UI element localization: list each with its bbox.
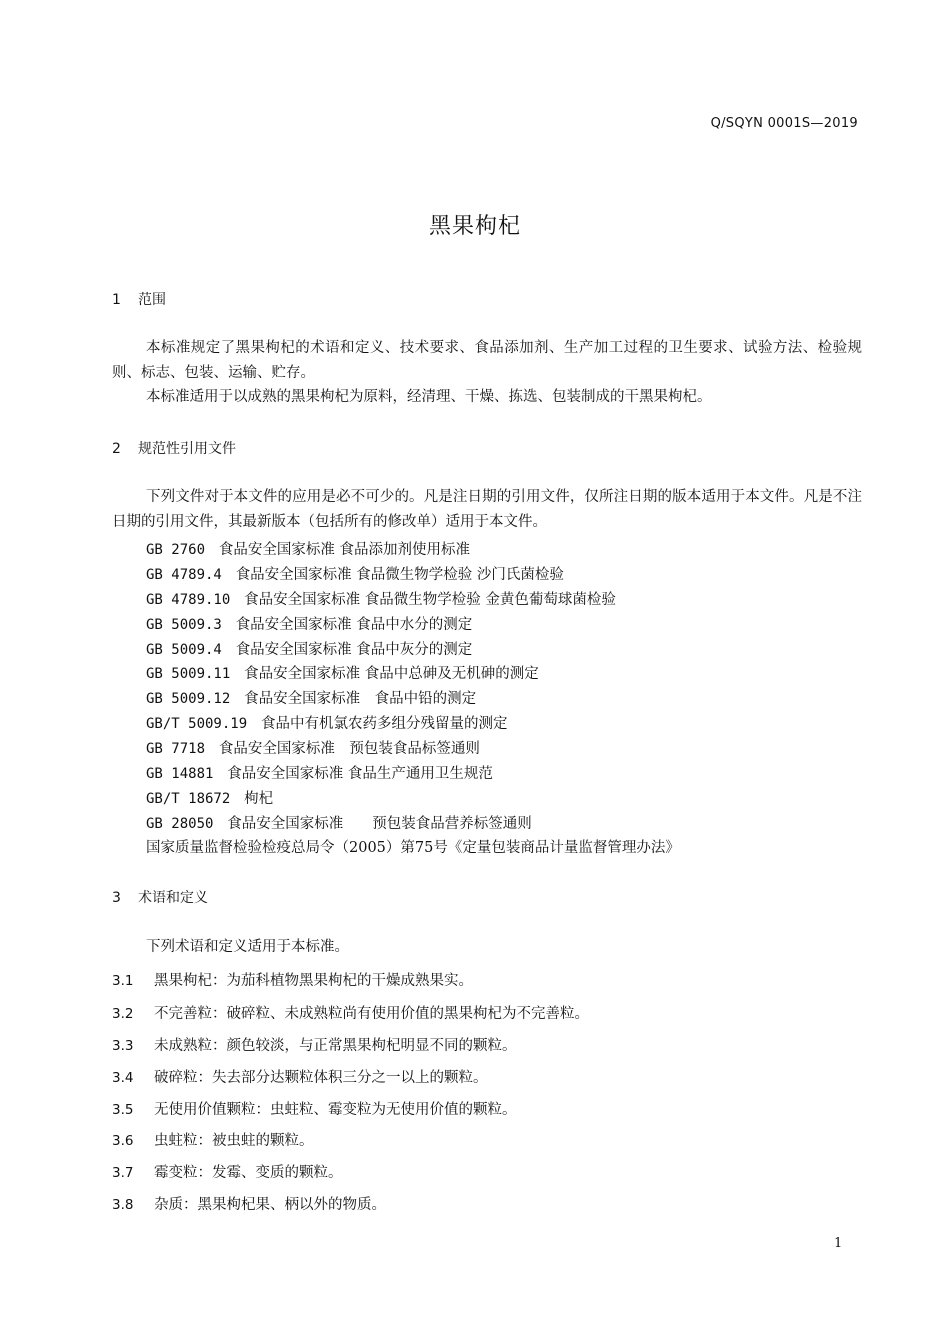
term-text: 黑果枸杞：为茄科植物黑果枸杞的干燥成熟果实。 — [154, 973, 473, 989]
page-number: 1 — [834, 1236, 843, 1251]
section-1-number: 1 — [112, 292, 121, 308]
reference-item — [146, 762, 493, 783]
reference-item — [146, 563, 564, 584]
reference-code: GB 5009.3 — [146, 617, 222, 633]
reference-item — [146, 812, 532, 833]
reference-code: GB 2760 — [146, 542, 206, 558]
term-number: 3.5 — [112, 1102, 134, 1118]
term-number: 3.7 — [112, 1165, 134, 1181]
reference-item — [146, 588, 616, 609]
reference-item-regulation: 国家质量监督检验检疫总局令（2005）第75号《定量包装商品计量监督管理办法》 — [146, 840, 680, 856]
scope-paragraph-1: 本标准规定了黑果枸杞的术语和定义、技术要求、食品添加剂、生产加工过程的卫生要求、试验方法、检验规则、标志、包装、运输、贮存。 — [112, 340, 862, 381]
reference-text: 食品安全国家标准 食品添加剂使用标准 — [218, 542, 470, 558]
reference-item — [146, 613, 472, 634]
reference-item — [146, 687, 476, 708]
reference-text: 食品安全国家标准 食品微生物学检验 沙门氏菌检验 — [235, 567, 564, 583]
section-2-heading — [112, 438, 236, 458]
term-text: 破碎粒：失去部分达颗粒体积三分之一以上的颗粒。 — [154, 1070, 488, 1086]
reference-text: 食品安全国家标准 食品中水分的测定 — [235, 617, 473, 633]
reference-code: GB 7718 — [146, 741, 206, 757]
term-text: 霉变粒：发霉、变质的颗粒。 — [154, 1165, 343, 1181]
section-1-title: 范围 — [138, 292, 166, 308]
reference-code: GB/T 5009.19 — [146, 716, 248, 732]
term-text: 未成熟粒：颜色较淡，与正常黑果枸杞明显不同的颗粒。 — [154, 1038, 517, 1054]
term-text: 不完善粒：破碎粒、未成熟粒尚有使用价值的黑果枸杞为不完善粒。 — [154, 1006, 589, 1022]
reference-code: GB 5009.4 — [146, 642, 222, 658]
reference-code: GB 4789.10 — [146, 592, 231, 608]
term-item — [112, 1098, 517, 1119]
term-item — [112, 1066, 488, 1087]
term-text: 杂质：黑果枸杞果、柄以外的物质。 — [154, 1197, 386, 1213]
section-3-title: 术语和定义 — [138, 890, 208, 906]
reference-code: GB 14881 — [146, 766, 214, 782]
term-text: 无使用价值颗粒：虫蛀粒、霉变粒为无使用价值的颗粒。 — [154, 1102, 517, 1118]
section-2-title: 规范性引用文件 — [138, 441, 236, 457]
reference-code: GB/T 18672 — [146, 791, 231, 807]
reference-item — [146, 638, 472, 659]
section-3-heading — [112, 887, 208, 907]
reference-code: GB 5009.12 — [146, 691, 231, 707]
term-number: 3.1 — [112, 973, 134, 989]
term-item — [112, 1002, 589, 1023]
reference-text: 枸杞 — [244, 791, 274, 807]
reference-item — [146, 662, 539, 683]
reference-text: 食品安全国家标准 食品中总砷及无机砷的测定 — [244, 666, 539, 682]
term-item — [112, 1129, 314, 1150]
term-number: 3.2 — [112, 1006, 134, 1022]
reference-item — [146, 712, 507, 733]
term-text: 虫蛀粒：被虫蛀的颗粒。 — [154, 1133, 314, 1149]
term-item — [112, 1161, 343, 1182]
reference-item — [146, 737, 480, 758]
term-number: 3.3 — [112, 1038, 134, 1054]
reference-code: GB 5009.11 — [146, 666, 231, 682]
term-number: 3.8 — [112, 1197, 134, 1213]
section-1-heading — [112, 289, 166, 309]
reference-text: 食品安全国家标准 预包装食品营养标签通则 — [227, 816, 532, 832]
reference-text: 食品中有机氯农药多组分残留量的测定 — [260, 716, 508, 732]
references-intro: 下列文件对于本文件的应用是必不可少的。凡是注日期的引用文件，仅所注日期的版本适用于本文件。凡是不注日期的引用文件，其最新版本（包括所有的修改单）适用于本文件。 — [112, 489, 862, 530]
reference-item — [146, 538, 470, 559]
document-title: 黑果枸杞 — [428, 214, 521, 239]
reference-text: 食品安全国家标准 食品微生物学检验 金黄色葡萄球菌检验 — [244, 592, 616, 608]
reference-text: 食品安全国家标准 食品中灰分的测定 — [235, 642, 473, 658]
reference-text: 食品安全国家标准 预包装食品标签通则 — [218, 741, 480, 757]
document-code: Q/SQYN 0001S—2019 — [710, 116, 858, 131]
term-item — [112, 1193, 386, 1214]
term-number: 3.6 — [112, 1133, 134, 1149]
reference-item — [146, 787, 273, 808]
terms-intro: 下列术语和定义适用于本标准。 — [146, 939, 349, 955]
section-2-number: 2 — [112, 441, 121, 457]
reference-text: 食品安全国家标准 食品生产通用卫生规范 — [227, 766, 493, 782]
reference-code: GB 28050 — [146, 816, 214, 832]
scope-paragraph-2: 本标准适用于以成熟的黑果枸杞为原料，经清理、干燥、拣选、包装制成的干黑果枸杞。 — [146, 389, 712, 405]
section-3-number: 3 — [112, 890, 121, 906]
reference-text: 食品安全国家标准 食品中铅的测定 — [244, 691, 477, 707]
term-item — [112, 1034, 517, 1055]
reference-code: GB 4789.4 — [146, 567, 222, 583]
term-item — [112, 969, 473, 990]
term-number: 3.4 — [112, 1070, 134, 1086]
